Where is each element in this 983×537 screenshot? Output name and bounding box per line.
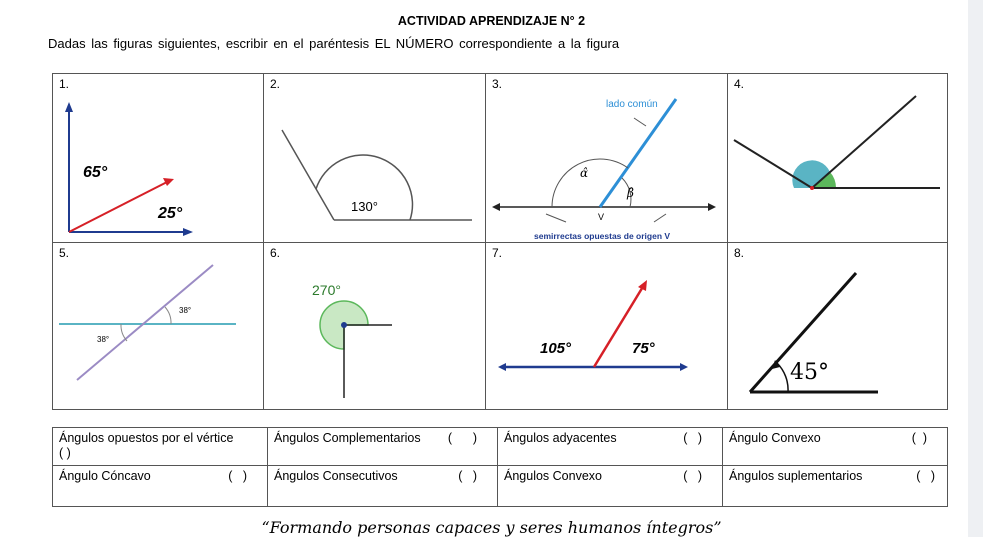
- figure-3-adjacent-angles: [486, 74, 728, 243]
- figure-4-consecutive-angles: [728, 74, 948, 243]
- angle-label-270: 270°: [312, 282, 341, 298]
- answer-paren: ( ): [228, 468, 247, 483]
- figure-cell-8: [728, 243, 948, 410]
- vertex-label: V: [598, 212, 605, 222]
- angle-label-75: 75°: [632, 340, 655, 357]
- answer-cell[interactable]: [498, 465, 723, 506]
- answer-paren: ( ): [59, 446, 71, 460]
- beta-label: β̂: [627, 186, 634, 200]
- answer-paren: ( ): [458, 468, 477, 483]
- common-side-label: lado común: [606, 99, 658, 110]
- figure-cell-6: [264, 243, 486, 410]
- figure-7-supplementary-angles: [486, 243, 728, 410]
- figure-cell-4: [728, 74, 948, 243]
- answer-cell[interactable]: [723, 465, 948, 506]
- answer-cell[interactable]: [498, 428, 723, 466]
- opposite-rays-caption: semirrectas opuestas de origen V: [534, 231, 671, 241]
- answer-label: Ángulos Convexo: [504, 468, 602, 483]
- answer-label: Ángulo Convexo: [729, 431, 821, 445]
- figure-5-vertical-angles: [53, 243, 264, 410]
- figure-6-concave-angle: [264, 243, 486, 410]
- figure-2-obtuse-angle: [264, 74, 486, 243]
- figure-1-complementary-angles: [53, 74, 264, 243]
- answer-paren: ( ): [683, 468, 702, 483]
- figure-number: 5.: [59, 246, 70, 260]
- figure-number: 6.: [270, 246, 281, 260]
- figure-cell-7: [486, 243, 728, 410]
- alpha-label: α̂: [580, 166, 589, 180]
- figure-number: 3.: [492, 77, 503, 91]
- figure-cell-3: [486, 74, 728, 243]
- motto-text: “Formando personas capaces y seres humanos íntegros”: [261, 518, 722, 537]
- angle-label-130: 130°: [351, 199, 378, 214]
- answer-cell[interactable]: [268, 428, 498, 466]
- answer-paren: ( ): [911, 431, 927, 445]
- answer-label: Ángulos Consecutivos: [274, 468, 398, 483]
- answer-label: Ángulos suplementarios: [729, 468, 863, 483]
- instructions-text: Dadas las figuras siguientes, escribir en el paréntesis EL NÚMERO correspondiente a la figura: [48, 36, 620, 51]
- answer-paren: ( ): [447, 431, 477, 445]
- figure-number: 4.: [734, 77, 745, 91]
- answer-cell[interactable]: [53, 428, 268, 466]
- figure-number: 8.: [734, 246, 745, 260]
- answer-cell[interactable]: [268, 465, 498, 506]
- answer-label: Ángulos opuestos por el vértice: [59, 431, 234, 445]
- answer-cell[interactable]: [723, 428, 948, 466]
- angle-label-105: 105°: [540, 340, 572, 357]
- angle-label-25: 25°: [158, 205, 183, 222]
- figure-cell-1: [53, 74, 264, 243]
- figure-number: 7.: [492, 246, 503, 260]
- figure-8-convex-angle: [728, 243, 948, 410]
- angle-label-38-bottom: 38°: [97, 335, 110, 344]
- angle-label-45: 45°: [790, 360, 829, 385]
- figure-number: 2.: [270, 77, 281, 91]
- figure-cell-5: [53, 243, 264, 410]
- answer-label: Ángulos adyacentes: [504, 431, 617, 445]
- figures-grid: [52, 73, 948, 410]
- answer-paren: ( ): [683, 431, 702, 445]
- angle-label-65: 65°: [83, 164, 108, 181]
- answer-label: Ángulo Cóncavo: [59, 468, 151, 483]
- answers-table: [52, 427, 948, 507]
- figure-number: 1.: [59, 77, 70, 91]
- answer-paren: ( ): [916, 468, 935, 483]
- answer-label: Ángulos Complementarios: [274, 431, 421, 445]
- answer-cell[interactable]: [53, 465, 268, 506]
- right-edge-strip: [968, 0, 983, 537]
- figure-cell-2: [264, 74, 486, 243]
- angle-label-38-top: 38°: [179, 306, 192, 315]
- page-title: ACTIVIDAD APRENDIZAJE N° 2: [397, 14, 586, 28]
